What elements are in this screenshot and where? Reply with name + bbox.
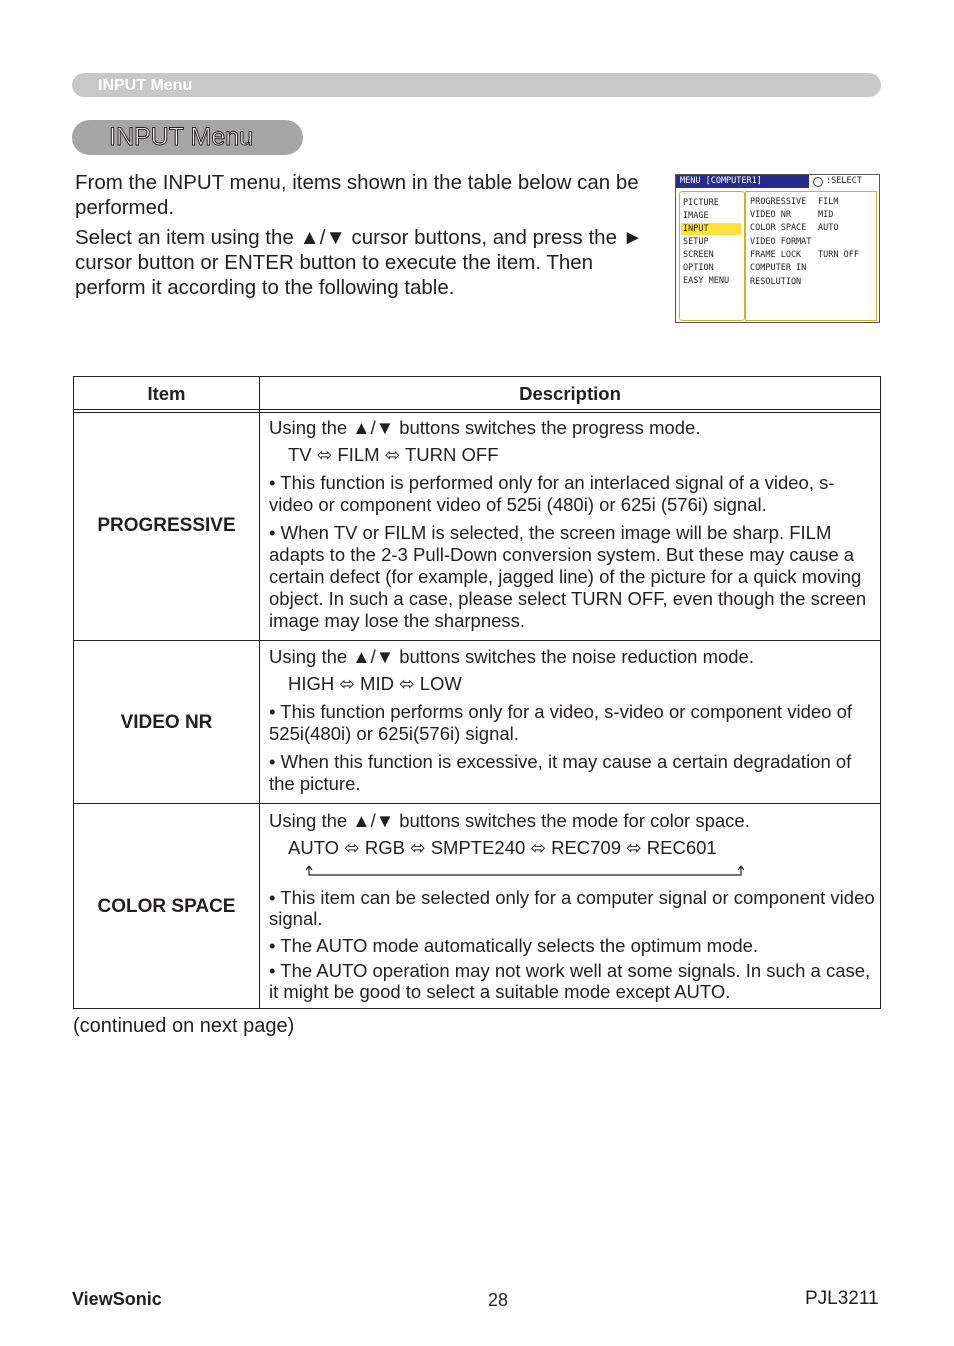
item-progressive: PROGRESSIVE	[97, 515, 236, 536]
desc-line: • When TV or FILM is selected, the screen image will be sharp. FILM adapts to the 2-3 Pull-Down conversion system. But these may cause a certain defect (for example, jagged line) of the picture for a quick moving object. In such a case, please select TURN OFF, even though the screen image may lose the sharpness.	[269, 522, 867, 631]
osd-sub-item: RESOLUTION	[750, 277, 802, 287]
desc-line: Using the ▲/▼ buttons switches the mode for color space.	[269, 810, 750, 831]
desc-line: • The AUTO mode automatically selects the optimum mode.	[269, 935, 759, 956]
desc-progressive	[269, 417, 875, 632]
osd-menu-item: OPTION	[683, 263, 714, 273]
osd-sub-item: COLOR SPACE	[750, 223, 807, 233]
osd-sub-value: TURN OFF	[818, 250, 859, 260]
osd-select-label: :SELECT	[826, 176, 862, 186]
page-title-pill	[72, 120, 303, 155]
osd-sub-item: FRAME LOCK	[750, 250, 802, 260]
osd-sub-value: MID	[818, 210, 834, 220]
intro-text	[75, 170, 665, 305]
desc-video-nr	[269, 646, 875, 795]
desc-line: • When this function is excessive, it may cause a certain degradation of the picture.	[269, 751, 852, 794]
row-rule	[74, 640, 880, 641]
osd-menu-item: EASY MENU	[683, 276, 730, 286]
intro-paragraph-1: From the INPUT menu, items shown in the table below can be performed.	[75, 171, 639, 219]
osd-menu-item-selected: INPUT	[681, 223, 741, 235]
desc-line: • The AUTO operation may not work well at some signals. In such a case, it might be good to select a suitable mode except AUTO.	[269, 960, 871, 1002]
osd-menu-item: IMAGE	[683, 211, 709, 221]
mode-sequence: TV ⬄ FILM ⬄ TURN OFF	[288, 444, 499, 465]
osd-sub-menu	[745, 191, 877, 321]
osd-sub-value: FILM	[818, 197, 839, 207]
footer-model: PJL3211	[805, 1288, 879, 1309]
desc-line: Using the ▲/▼ buttons switches the noise reduction mode.	[269, 646, 754, 667]
osd-header: MENU [COMPUTER1]	[676, 175, 809, 188]
page-number: 28	[488, 1290, 509, 1310]
item-color-space: COLOR SPACE	[97, 896, 236, 917]
mode-sequence: HIGH ⬄ MID ⬄ LOW	[288, 673, 462, 694]
header-rule	[74, 409, 880, 410]
select-button-icon	[813, 177, 823, 187]
osd-select-hint	[812, 175, 862, 188]
osd-sub-value: AUTO	[818, 223, 839, 233]
desc-line: Using the ▲/▼ buttons switches the progress mode.	[269, 417, 701, 438]
osd-menu-item: SCREEN	[683, 250, 714, 260]
desc-line: • This function performs only for a video, s-video or component video of 525i(480i) or 625i(576i) signal.	[269, 701, 853, 744]
desc-line: • This item can be selected only for a computer signal or component video signal.	[269, 887, 875, 929]
column-divider	[259, 377, 260, 1008]
osd-menu-screenshot	[675, 174, 880, 323]
desc-line: • This function is performed only for an interlaced signal of a video, s-video or component video of 525i (480i) or 625i (576i) signal.	[269, 472, 835, 515]
osd-sub-item: VIDEO NR	[750, 210, 791, 220]
osd-main-menu	[679, 191, 745, 321]
desc-color-space	[269, 810, 875, 1002]
page-title: INPUT Menu	[109, 123, 254, 151]
row-rule	[74, 803, 880, 804]
osd-menu-item: PICTURE	[683, 198, 719, 208]
footer-brand: ViewSonic	[72, 1289, 162, 1309]
osd-sub-item: COMPUTER IN	[750, 263, 807, 273]
intro-paragraph-2: Select an item using the ▲/▼ cursor buttons, and press the ► cursor button or ENTER button to execute the item. Then perform it according to the following table.	[75, 226, 643, 299]
section-bar-label: INPUT Menu	[98, 77, 193, 94]
loop-back-arrow	[306, 863, 744, 877]
input-menu-table	[73, 376, 881, 1009]
header-item: Item	[147, 383, 186, 404]
header-description: Description	[519, 383, 621, 404]
section-bar	[72, 73, 881, 97]
header-rule	[74, 412, 880, 413]
mode-sequence: AUTO ⬄ RGB ⬄ SMPTE240 ⬄ REC709 ⬄ REC601	[288, 837, 717, 858]
osd-sub-item: PROGRESSIVE	[750, 197, 807, 207]
continued-note: (continued on next page)	[73, 1015, 295, 1037]
item-video-nr: VIDEO NR	[120, 712, 213, 733]
osd-menu-item: SETUP	[683, 237, 709, 247]
osd-sub-item: VIDEO FORMAT	[750, 237, 812, 247]
